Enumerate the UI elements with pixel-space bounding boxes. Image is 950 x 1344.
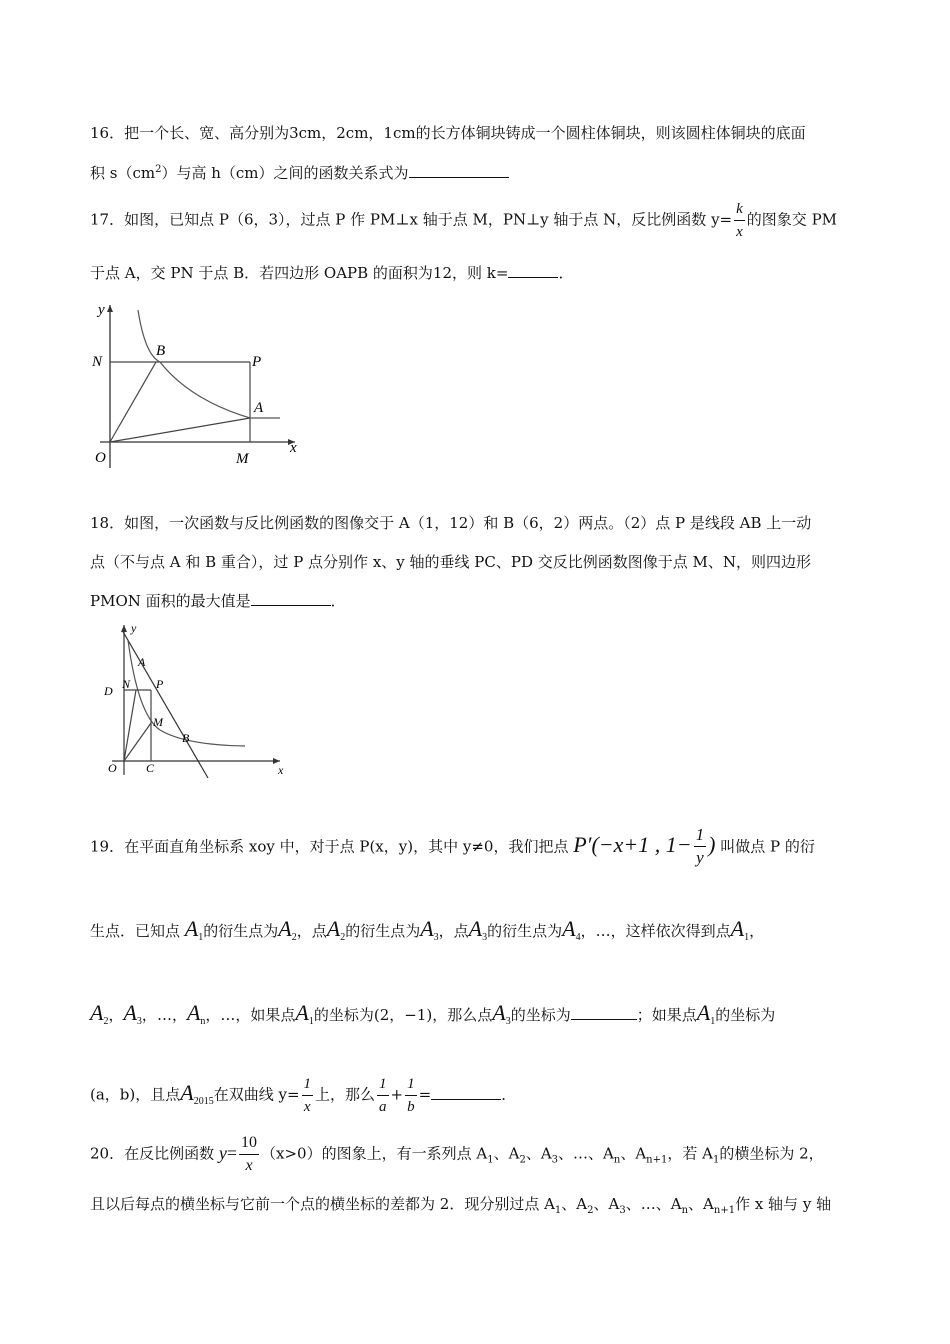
q17-label-O: O [95,450,106,466]
q19-line3-e: 的坐标为 [715,1006,776,1024]
q19-line1-text-b: 叫做点 P 的衍 [720,837,815,856]
q19-A1-d: $A_1$ [696,1000,716,1027]
q17-label-x: x [290,440,297,456]
q19-line3 [90,1000,775,1027]
q19-A2-b: $A_2$ [326,916,346,943]
q19-line4-c: 上，那么 [315,1085,376,1104]
q19-A3-b: $A_3$ [468,916,488,943]
q19-comma-2: ， [141,1006,157,1024]
q19-line3-d: ；如果点 [636,1006,697,1024]
q17-figure [90,300,300,470]
q16-line2 [90,162,509,183]
q17-label-y: y [98,302,105,318]
q18-label-P: P [156,677,164,691]
q18-label-y: y [131,621,137,635]
q20-line1: 20．在反比例函数 y= $\frac{10}{x}$ （x>0）的图象上，有一系列点 $A_1$、$A_2$、$A_3$、…、$A_n$、$A_{n+1}$，若 $A_1$的横坐标为 2， [90,1132,824,1177]
q19-line1-text-a: 19．在平面直角坐标系 xoy 中，对于点 P(x，y)，其中 y≠0，我们把点 [90,837,569,856]
q17-line2 [90,262,573,283]
q17-line1-text-b: 的图象交 PM [746,210,838,229]
q20-function: y= $\frac{10}{x}$ [219,1143,261,1163]
q18-label-O: O [108,761,117,775]
q19-line2-comma: ， [749,922,765,940]
q17-label-P: P [252,354,262,370]
q18-figure-svg [100,620,295,780]
q19-formula-num: 1 [694,824,707,847]
q20-line1-a: 20．在反比例函数 [90,1144,215,1163]
q19-line4-e: ． [501,1085,517,1104]
q19-comma-1: ， [108,1006,124,1024]
q19-formula-right: ) [708,831,716,857]
q20-line2-a: 且以后每点的横坐标与它前一个点的横坐标的差都为 2．现分别过点 A [90,1195,555,1213]
q18-label-D: D [104,684,113,698]
q19-line2-b: 的衍生点为 [203,922,279,940]
q20-line1-b: （x>0）的图象上，有一系列点 A [261,1144,488,1163]
q17-figure-svg [90,300,300,470]
q19-An: $A_n$ [186,1000,206,1027]
q19-frac-1-over-a: $\frac{1}{a}$ [377,1073,389,1118]
q19-A3-a: $A_3$ [420,916,439,943]
q16-answer-blank [409,163,509,178]
q17-label-B: B [156,343,166,359]
q19-A2-c: $A_2$ [90,1000,109,1027]
q19-line4-b: 在双曲线 y= [213,1085,300,1104]
q19-A1-c: $A_1$ [295,1000,314,1027]
q17-answer-blank [508,263,558,278]
q18-line3 [90,590,346,611]
q16-line2-text-b: ）与高 h（cm）之间的函数关系式为 [161,164,409,182]
q19-line2-c: ，点 [296,922,327,940]
q16-cm-superscript: 2 [155,164,162,175]
q18-label-x: x [278,763,284,777]
q19-A4-a: $A_4$ [562,916,581,943]
q19-formula-den: y [696,848,704,867]
q20-line2: 且以后每点的横坐标与它前一个点的横坐标的差都为 2．现分别过点 $A_1$、$A_2$、$A_3$、…、$A_n$、$A_{n+1}$作 x 轴与 y 轴 [90,1195,832,1216]
q19-line3-b: 的坐标为(2，−1)，那么点 [313,1006,493,1024]
q19-line1 [90,824,815,869]
q19-plus: + [390,1085,404,1104]
q16-line1: 16．把一个长、宽、高分别为3cm，2cm，1cm的长方体铜块铸成一个圆柱体铜块，则该圆柱体铜块的底面 [90,124,806,142]
q18-figure [100,620,295,780]
q19-A1-b: $A_1$ [730,916,750,943]
q19-frac-1-over-b: $\frac{1}{b}$ [405,1073,417,1118]
q18-label-B: B [182,731,190,745]
q19-ellipsis: … [156,1006,172,1024]
q18-line3-end: ． [330,592,346,610]
q19-line2-a: 生点．已知点 [90,922,181,940]
q19-comma-3: ， [171,1006,187,1024]
q19-frac-1-over-x: $\frac{1}{x}$ [302,1073,314,1118]
q18-line3-text: PMON 面积的最大值是 [90,592,251,610]
q19-blank-1 [571,1005,637,1020]
q17-line1-text-a: 17．如图，已知点 P（6，3），过点 P 作 PM⊥x 轴于点 M，PN⊥y 轴于点 N，反比例函数 y= [90,210,733,229]
q19-line4-d: = [418,1085,432,1104]
q18-answer-blank [251,591,331,606]
q17-line2-end: ． [558,264,574,282]
q19-formula [573,825,716,867]
q19-A3-d: $A_3$ [492,1000,511,1027]
q19-A1-a: $A_1$ [184,916,204,943]
q19-line4 [90,1073,516,1118]
q19-line2-e: ，点 [438,922,469,940]
q19-blank-2 [431,1085,501,1100]
q19-line3-c: 的坐标为 [510,1006,571,1024]
q18-line1: 18．如图，一次函数与反比例函数的图像交于 A（1，12）和 B（6，2）两点。（2）点 P 是线段 AB 上一动 [90,514,812,532]
q18-label-N: N [122,677,131,691]
q19-line4-a: (a，b)，且点 [90,1085,181,1104]
q16-line2-text-a: 积 s（cm [90,164,156,182]
q18-line2: 点（不与点 A 和 B 重合），过 P 点分别作 x、y 轴的垂线 PC、PD 交反比例函数图像于点 M、N，则四边形 [90,553,812,571]
q19-line2-d: 的衍生点为 [345,922,421,940]
q19-line2-f: 的衍生点为 [487,922,563,940]
q19-formula-frac [694,824,707,869]
q19-A3-c: $A_3$ [123,1000,142,1027]
q17-line2-text: 于点 A，交 PN 于点 B．若四边形 OAPB 的面积为12，则 k= [90,264,509,282]
q19-line2 [90,916,764,943]
q17-frac-num: k [734,198,745,221]
q17-line1 [90,198,837,243]
q19-line2-g: ，…，这样依次得到点 [580,922,731,940]
q19-A2015: $A_{2015}$ [180,1079,214,1107]
q17-label-M: M [236,451,249,467]
q20-frac: $\frac{10}{x}$ [241,1134,258,1174]
q17-frac-den: x [736,224,743,240]
q18-label-A: A [138,655,146,669]
q19-formula-left: P′(−x+1 , 1− [573,831,692,857]
q18-label-M: M [153,715,163,729]
q18-label-C: C [146,761,155,775]
q17-label-N: N [92,354,103,370]
q19-line3-a: ，…，如果点 [205,1006,296,1024]
q17-label-A: A [254,400,264,416]
q17-fraction-k-over-x [734,198,745,243]
q19-A2-a: $A_2$ [278,916,297,943]
